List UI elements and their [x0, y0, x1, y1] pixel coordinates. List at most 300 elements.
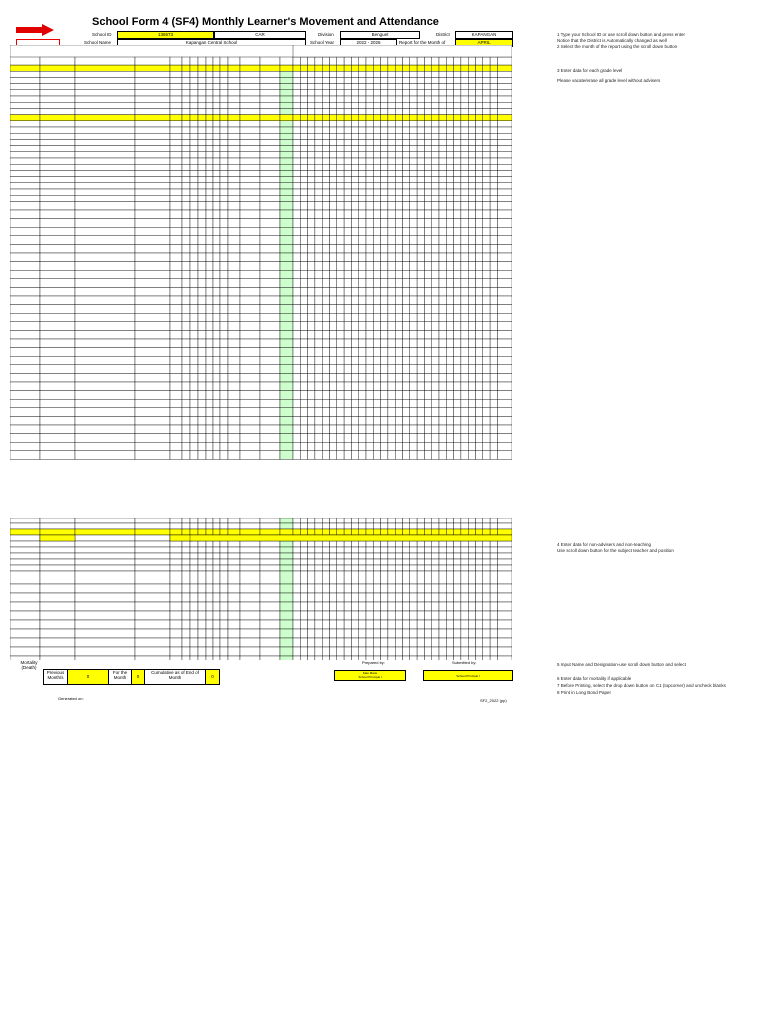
grid-cell	[446, 279, 453, 288]
grid-cell	[213, 313, 220, 322]
grid-cell	[359, 339, 366, 348]
grid-cell	[308, 647, 315, 656]
district-field[interactable]: KAPANGAN	[455, 31, 513, 39]
grid-cell	[75, 584, 135, 593]
grid-cell	[330, 170, 337, 176]
grid-cell	[228, 647, 240, 656]
grid-cell	[337, 244, 344, 253]
grid-cell	[315, 434, 322, 443]
grid-cell	[198, 279, 206, 288]
grid-cell	[461, 322, 468, 331]
grid-cell	[220, 287, 228, 296]
grid-cell	[403, 391, 410, 400]
grid-cell	[417, 348, 424, 357]
grid-cell	[308, 227, 315, 236]
grid-cell	[330, 442, 337, 451]
grid-cell	[497, 227, 512, 236]
grid-cell	[432, 348, 439, 357]
region-field[interactable]: CAR	[214, 31, 306, 39]
grid-cell	[198, 365, 206, 374]
grid-cell	[410, 96, 417, 102]
grid-cell	[461, 253, 468, 262]
grid-cell	[395, 356, 402, 365]
grid-cell	[190, 584, 198, 593]
grid-cell	[337, 262, 344, 271]
grid-cell	[403, 584, 410, 593]
grid-cell	[308, 152, 315, 158]
grid-cell	[337, 195, 344, 201]
grid-cell	[300, 451, 307, 460]
grid-cell	[240, 571, 260, 584]
grid-cell	[300, 593, 307, 602]
grid-cell	[293, 547, 300, 553]
grid-cell	[190, 96, 198, 102]
grid-cell	[135, 541, 170, 547]
grid-cell	[322, 236, 329, 245]
grid-cell	[497, 210, 512, 219]
grid-cell	[468, 84, 475, 90]
grid-cell	[135, 183, 170, 189]
grid-cell	[300, 164, 307, 170]
grid-cell	[417, 656, 424, 660]
school-year-field[interactable]: 2022 - 2026	[340, 39, 397, 47]
grid-cell	[10, 195, 40, 201]
report-month-field[interactable]: APRIL	[455, 39, 513, 47]
grid-cell	[240, 553, 260, 559]
grid-cell	[351, 584, 358, 593]
grid-cell	[483, 559, 490, 565]
grid-cell	[300, 210, 307, 219]
grid-cell	[322, 227, 329, 236]
grid-cell	[322, 416, 329, 425]
grid-cell	[417, 236, 424, 245]
grid-cell	[395, 77, 402, 83]
grid-cell	[446, 602, 453, 611]
grid-cell	[359, 108, 366, 114]
grid-cell	[344, 629, 351, 638]
grid-cell	[344, 253, 351, 262]
grid-subheader	[432, 57, 439, 65]
grid-cell	[206, 584, 213, 593]
grid-cell	[410, 158, 417, 164]
grid-cell	[446, 416, 453, 425]
grid-cell	[395, 547, 402, 553]
grid-cell	[344, 84, 351, 90]
grid-cell	[351, 451, 358, 460]
grid-cell	[293, 201, 300, 210]
grid-cell	[432, 96, 439, 102]
grid-cell	[483, 611, 490, 620]
grid-cell	[206, 629, 213, 638]
grid-cell	[213, 127, 220, 133]
approver-signature[interactable]	[423, 670, 513, 681]
grid-cell	[308, 296, 315, 305]
division-field[interactable]: Benguet	[340, 31, 420, 39]
grid-cell	[483, 108, 490, 114]
grid-cell	[454, 201, 461, 210]
grid-cell	[280, 434, 293, 443]
grid-cell	[198, 356, 206, 365]
grid-cell	[476, 391, 483, 400]
grid-cell	[366, 416, 373, 425]
grid-cell	[476, 121, 483, 127]
grid-cell	[135, 656, 170, 660]
grid-cell	[322, 593, 329, 602]
grid-cell	[135, 71, 170, 77]
grid-cell	[40, 210, 75, 219]
grid-cell	[308, 559, 315, 565]
grid-cell	[337, 356, 344, 365]
grid-cell	[220, 183, 228, 189]
grid-cell	[198, 547, 206, 553]
grid-cell	[170, 146, 182, 152]
grid-cell	[260, 296, 280, 305]
grid-cell	[75, 523, 135, 529]
grid-cell	[468, 553, 475, 559]
grid-cell	[182, 227, 190, 236]
grid-cell	[388, 90, 395, 96]
grid-cell	[476, 629, 483, 638]
grid-subheader	[366, 57, 373, 65]
grid-cell	[213, 121, 220, 127]
grid-cell	[395, 210, 402, 219]
grid-cell	[344, 262, 351, 271]
grid-cell	[330, 177, 337, 183]
grid-cell	[40, 262, 75, 271]
grid-cell	[373, 262, 380, 271]
grid-cell	[461, 523, 468, 529]
grid-cell	[198, 71, 206, 77]
grid-cell	[280, 244, 293, 253]
grid-cell	[366, 108, 373, 114]
grid-cell	[381, 115, 388, 121]
grid-cell	[424, 611, 431, 620]
grid-cell	[388, 313, 395, 322]
grid-cell	[300, 339, 307, 348]
grid-cell	[468, 133, 475, 139]
grid-cell	[75, 152, 135, 158]
grid-cell	[135, 442, 170, 451]
grid-cell	[497, 416, 512, 425]
grid-cell	[373, 638, 380, 647]
grid-cell	[476, 146, 483, 152]
grid-cell	[351, 127, 358, 133]
grid-cell	[40, 313, 75, 322]
grid-cell	[446, 339, 453, 348]
grid-cell	[388, 399, 395, 408]
grid-cell	[228, 559, 240, 565]
grid-cell	[424, 84, 431, 90]
grid-cell	[228, 518, 240, 523]
grid-cell	[454, 365, 461, 374]
grid-cell	[381, 195, 388, 201]
grid-cell	[490, 152, 497, 158]
grid-cell	[322, 139, 329, 145]
grid-cell	[403, 127, 410, 133]
instruction-3b: Please vacate/erase all grade level without advisers	[557, 78, 661, 83]
grid-cell	[213, 322, 220, 331]
grid-cell	[190, 121, 198, 127]
grid-cell	[182, 629, 190, 638]
grid-cell	[403, 296, 410, 305]
grid-cell	[483, 90, 490, 96]
grid-cell	[315, 170, 322, 176]
grid-cell	[322, 330, 329, 339]
grid-cell	[468, 408, 475, 417]
grid-cell	[308, 382, 315, 391]
grid-cell	[308, 408, 315, 417]
grid-subheader	[403, 57, 410, 65]
grid-cell	[75, 565, 135, 571]
grid-cell	[337, 330, 344, 339]
grid-cell	[135, 382, 170, 391]
grid-cell	[40, 152, 75, 158]
grid-cell	[403, 541, 410, 547]
grid-cell	[381, 399, 388, 408]
grid-cell	[182, 425, 190, 434]
grid-cell	[10, 391, 40, 400]
grid-subheader	[228, 57, 240, 65]
grid-cell	[240, 158, 260, 164]
grid-cell	[410, 170, 417, 176]
grid-cell	[280, 236, 293, 245]
grid-cell	[206, 210, 213, 219]
grid-cell	[395, 146, 402, 152]
grid-cell	[280, 121, 293, 127]
preparer-signature[interactable]	[334, 670, 406, 681]
grid-cell	[344, 170, 351, 176]
school-id-field[interactable]: 136573	[117, 31, 214, 39]
grid-cell	[424, 365, 431, 374]
grid-cell	[490, 425, 497, 434]
grid-cell	[344, 348, 351, 357]
grid-cell	[190, 133, 198, 139]
grid-cell	[424, 236, 431, 245]
grid-cell	[170, 84, 182, 90]
grid-cell	[293, 170, 300, 176]
grid-cell	[213, 416, 220, 425]
grid-cell	[395, 602, 402, 611]
grid-cell	[483, 523, 490, 529]
grid-cell	[228, 139, 240, 145]
grid-cell	[446, 152, 453, 158]
grid-cell	[424, 523, 431, 529]
grid-cell	[75, 529, 135, 535]
grid-cell	[322, 287, 329, 296]
grid-cell	[373, 647, 380, 656]
grid-cell	[135, 620, 170, 629]
grid-cell	[461, 296, 468, 305]
grid-cell	[417, 322, 424, 331]
grid-cell	[40, 656, 75, 660]
grid-cell	[40, 146, 75, 152]
grid-cell	[315, 365, 322, 374]
grid-cell	[280, 547, 293, 553]
grid-cell	[461, 571, 468, 584]
grid-cell	[439, 442, 446, 451]
grid-cell	[417, 102, 424, 108]
grid-cell	[454, 84, 461, 90]
grid-cell	[344, 195, 351, 201]
grid-cell	[330, 313, 337, 322]
grid-cell	[403, 408, 410, 417]
grid-cell	[240, 593, 260, 602]
grid-cell	[497, 611, 512, 620]
grid-cell	[424, 189, 431, 195]
grid-cell	[490, 96, 497, 102]
grid-cell	[483, 236, 490, 245]
grid-cell	[213, 565, 220, 571]
mortality-cumulative-value[interactable]: 0	[206, 670, 219, 684]
grid-cell	[461, 629, 468, 638]
grid-cell	[366, 559, 373, 565]
grid-cell	[10, 152, 40, 158]
grid-cell	[417, 90, 424, 96]
grid-cell	[198, 65, 206, 71]
grid-cell	[381, 518, 388, 523]
grid-cell	[490, 399, 497, 408]
grid-cell	[337, 647, 344, 656]
school-name-field[interactable]: Kapangan Central School	[117, 39, 306, 47]
grid-cell	[403, 373, 410, 382]
grid-cell	[322, 164, 329, 170]
grid-cell	[182, 451, 190, 460]
grid-cell	[497, 236, 512, 245]
grid-cell	[206, 638, 213, 647]
grid-cell	[206, 559, 213, 565]
grid-cell	[403, 84, 410, 90]
grid-cell	[40, 593, 75, 602]
grid-cell	[490, 322, 497, 331]
grid-cell	[10, 451, 40, 460]
grid-cell	[10, 189, 40, 195]
grid-cell	[446, 108, 453, 114]
grid-cell	[497, 195, 512, 201]
mortality-previous-value[interactable]: 0	[68, 670, 109, 684]
grid-cell	[280, 638, 293, 647]
grid-cell	[388, 253, 395, 262]
grid-cell	[10, 339, 40, 348]
grid-cell	[439, 127, 446, 133]
grid-cell	[170, 195, 182, 201]
grid-cell	[228, 373, 240, 382]
grid-cell	[198, 647, 206, 656]
grid-cell	[344, 602, 351, 611]
grid-cell	[308, 620, 315, 629]
grid-cell	[490, 559, 497, 565]
grid-cell	[308, 121, 315, 127]
grid-cell	[190, 391, 198, 400]
grid-cell	[446, 638, 453, 647]
school-name-label: School Name	[84, 40, 112, 45]
grid-cell	[293, 541, 300, 547]
grid-cell	[410, 408, 417, 417]
grid-cell	[170, 121, 182, 127]
grid-cell	[497, 253, 512, 262]
grid-cell	[395, 451, 402, 460]
grid-cell	[322, 425, 329, 434]
grid-cell	[308, 279, 315, 288]
grid-cell	[10, 270, 40, 279]
grid-cell	[351, 84, 358, 90]
grid-cell	[476, 195, 483, 201]
grid-cell	[454, 541, 461, 547]
grid-cell	[373, 523, 380, 529]
grid-cell	[483, 189, 490, 195]
grid-cell	[351, 108, 358, 114]
grid-cell	[170, 416, 182, 425]
grid-cell	[315, 270, 322, 279]
grid-cell	[322, 391, 329, 400]
grid-cell	[351, 529, 358, 535]
grid-cell	[395, 416, 402, 425]
grid-subheader	[206, 57, 213, 65]
grid-cell	[373, 210, 380, 219]
grid-subheader	[417, 57, 424, 65]
grid-cell	[293, 602, 300, 611]
grid-cell	[190, 559, 198, 565]
grid-cell	[454, 152, 461, 158]
grid-cell	[359, 183, 366, 189]
grid-cell	[190, 71, 198, 77]
grid-cell	[490, 115, 497, 121]
grid-cell	[381, 127, 388, 133]
grid-cell	[344, 201, 351, 210]
grid-cell	[454, 127, 461, 133]
grid-cell	[190, 195, 198, 201]
grid-cell	[344, 523, 351, 529]
grid-cell	[446, 408, 453, 417]
grid-cell	[483, 638, 490, 647]
grid-cell	[213, 133, 220, 139]
grid-cell	[135, 559, 170, 565]
grid-cell	[403, 356, 410, 365]
grid-cell	[454, 434, 461, 443]
grid-cell	[260, 270, 280, 279]
grid-cell	[381, 210, 388, 219]
grid-cell	[381, 152, 388, 158]
grid-cell	[182, 115, 190, 121]
grid-cell	[490, 270, 497, 279]
grid-cell	[424, 77, 431, 83]
grid-cell	[337, 127, 344, 133]
grid-cell	[182, 348, 190, 357]
grid-cell	[198, 170, 206, 176]
grid-cell	[439, 296, 446, 305]
grid-cell	[461, 170, 468, 176]
grid-cell	[337, 236, 344, 245]
grid-cell	[135, 305, 170, 314]
grid-cell	[280, 365, 293, 374]
grid-cell	[424, 127, 431, 133]
grid-cell	[403, 647, 410, 656]
grid-cell	[213, 270, 220, 279]
grid-cell	[351, 541, 358, 547]
grid-cell	[40, 571, 75, 584]
grid-cell	[280, 90, 293, 96]
grid-cell	[75, 146, 135, 152]
grid-cell	[75, 139, 135, 145]
grid-cell	[410, 584, 417, 593]
grid-cell	[190, 189, 198, 195]
grid-cell	[439, 236, 446, 245]
grid-cell	[351, 611, 358, 620]
grid-cell	[424, 442, 431, 451]
grid-cell	[337, 629, 344, 638]
grid-cell	[395, 313, 402, 322]
grid-cell	[206, 170, 213, 176]
mortality-month-value[interactable]: 0	[132, 670, 145, 684]
